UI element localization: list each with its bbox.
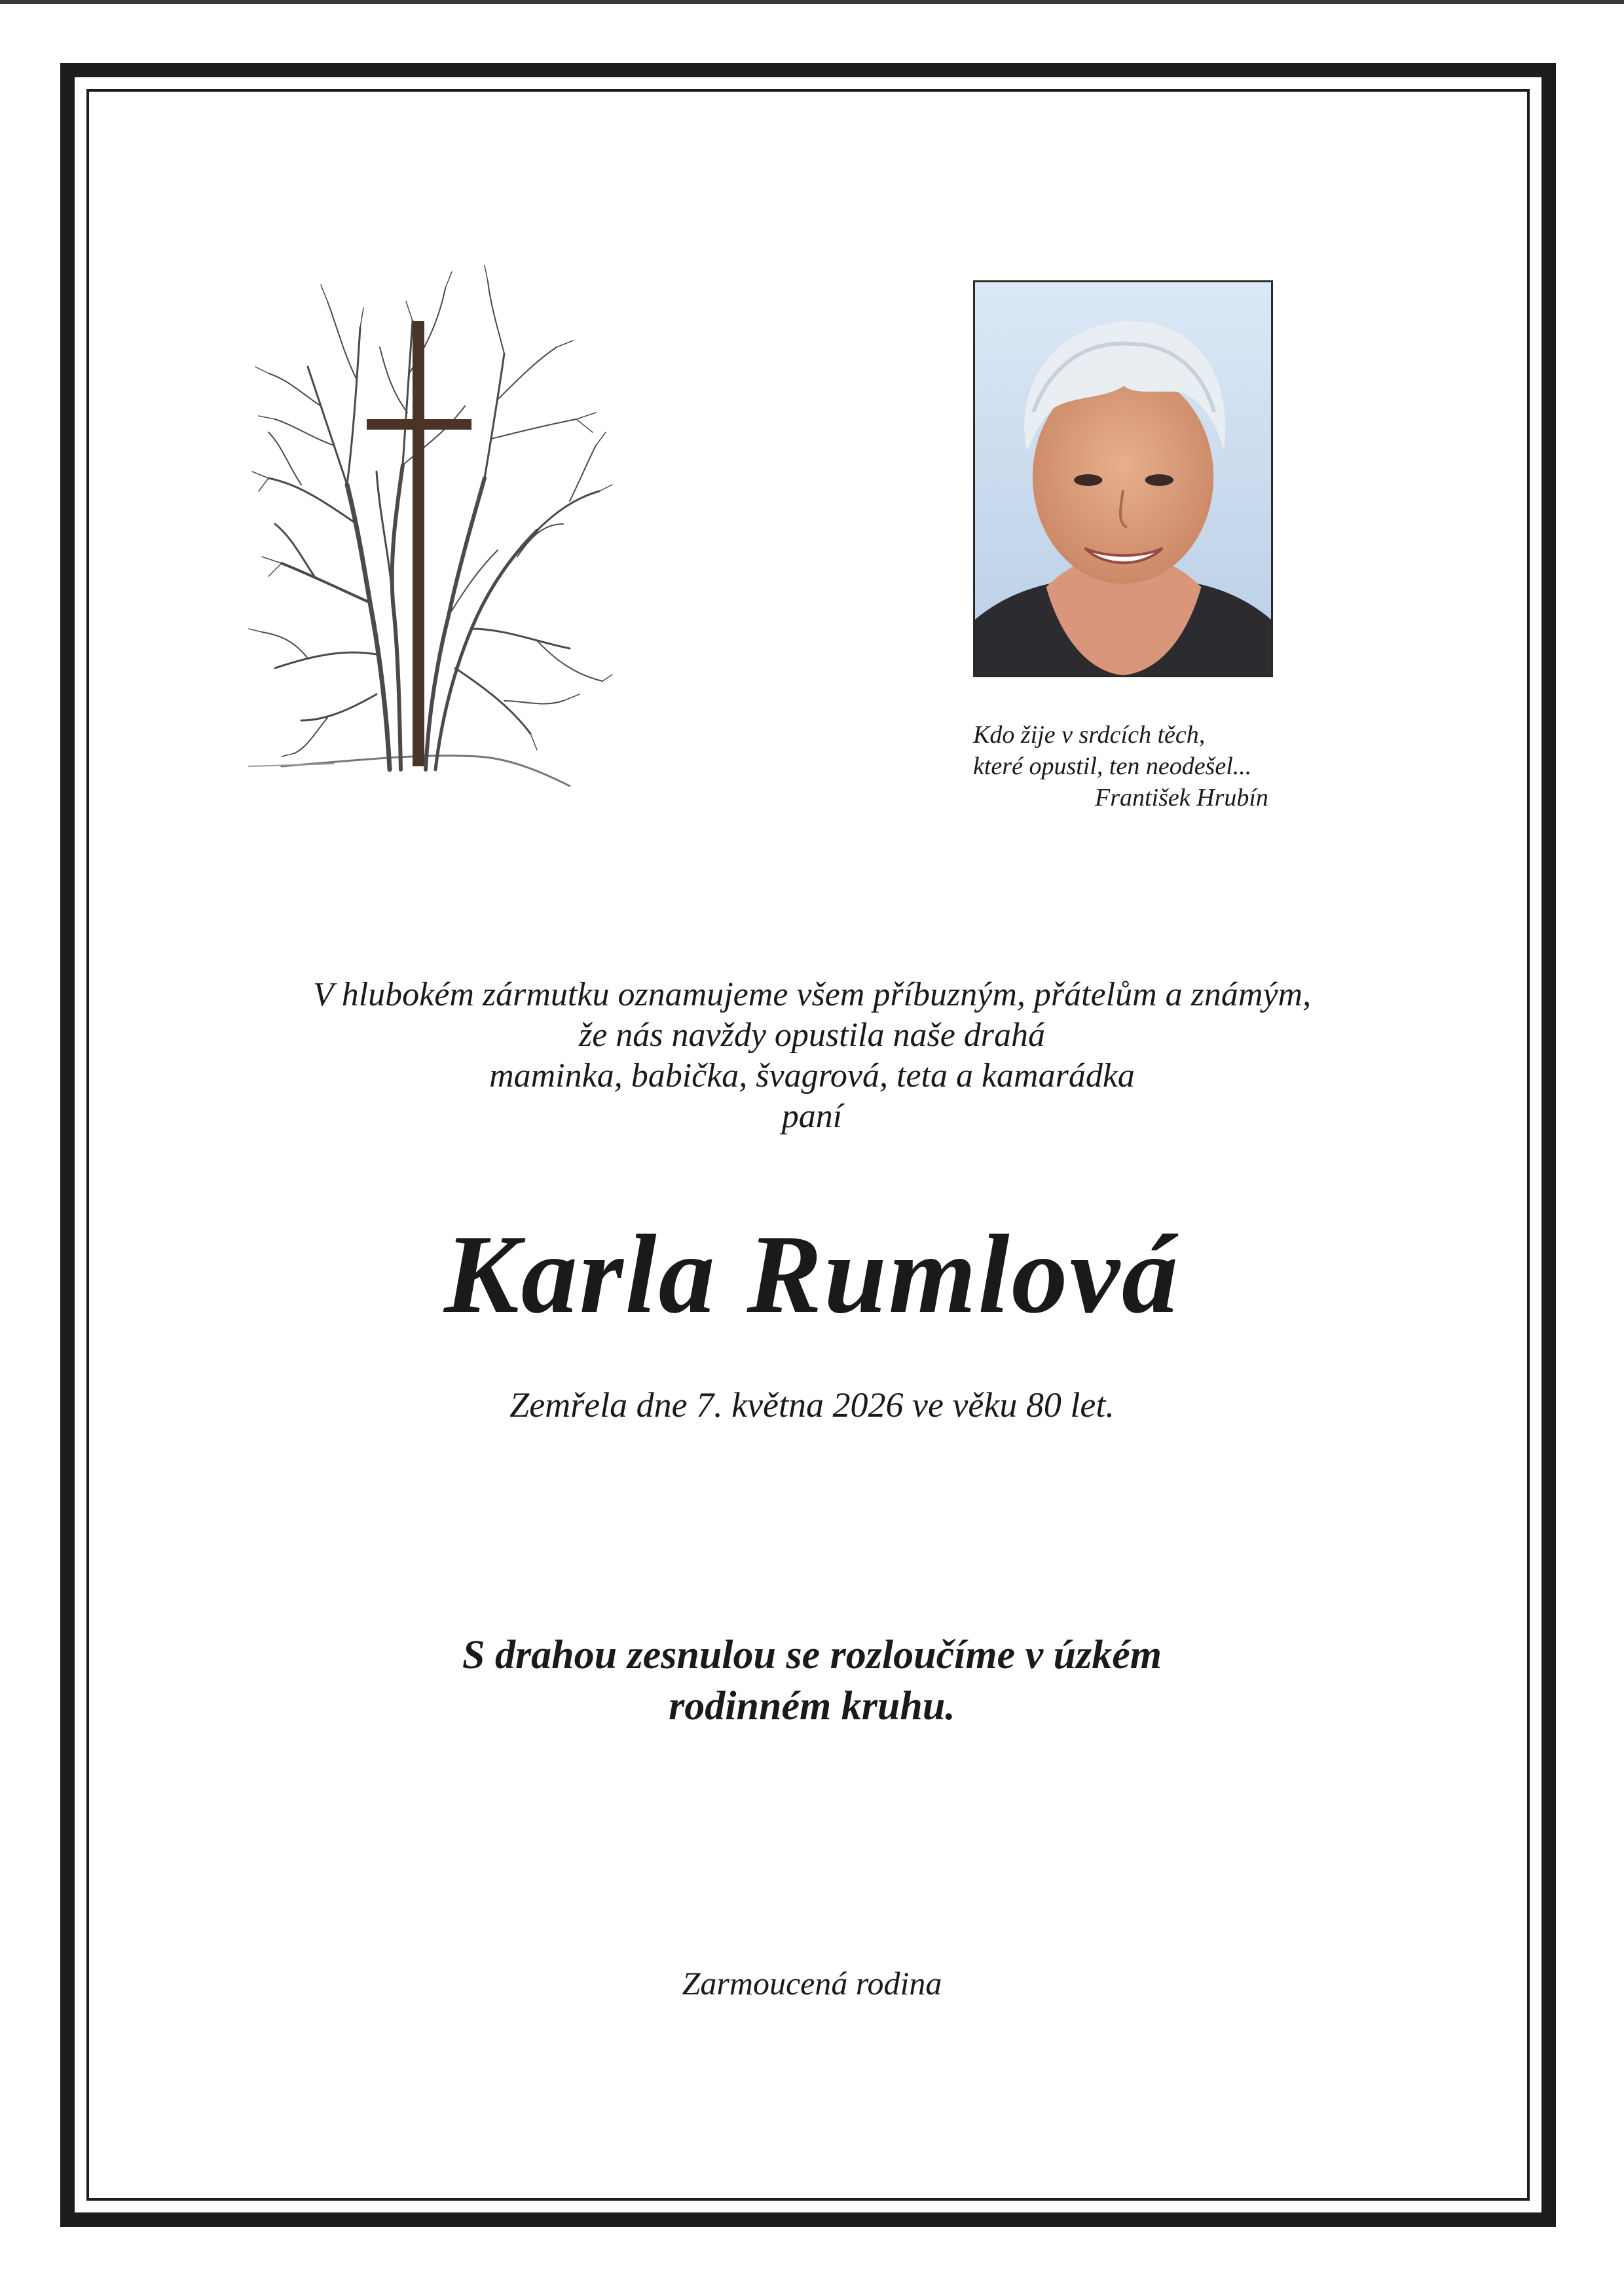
epitaph-quote: [973, 719, 1314, 813]
quote-author: František Hrubín: [1095, 784, 1268, 812]
farewell-notice: [157, 1630, 1467, 1732]
death-date-age: Zemřela dne 7. května 2026 ve věku 80 let.: [509, 1385, 1115, 1425]
quote-line: Kdo žije v srdcích těch,: [973, 721, 1206, 749]
deceased-name: Karla Rumlová: [444, 1212, 1180, 1337]
announcement-text: [157, 975, 1467, 1137]
portrait-photo: [973, 280, 1273, 677]
announcement-line: paní: [781, 1098, 843, 1135]
farewell-line: S drahou zesnulou se rozloučíme v úzkém: [462, 1633, 1162, 1677]
announcement-line: V hlubokém zármutku oznamujeme všem příbuzným, přátelům a známým,: [312, 976, 1312, 1013]
announcement-line: že nás navždy opustila naše drahá: [578, 1017, 1046, 1054]
announcement-line: maminka, babička, švagrová, teta a kamarádka: [489, 1057, 1135, 1094]
tree-with-cross-icon: [229, 249, 616, 799]
family-signature: Zarmoucená rodina: [682, 1965, 942, 2002]
top-edge-rule: [0, 0, 1624, 4]
quote-line: které opustil, ten neodešel...: [973, 753, 1252, 780]
farewell-line: rodinném kruhu.: [669, 1684, 955, 1728]
